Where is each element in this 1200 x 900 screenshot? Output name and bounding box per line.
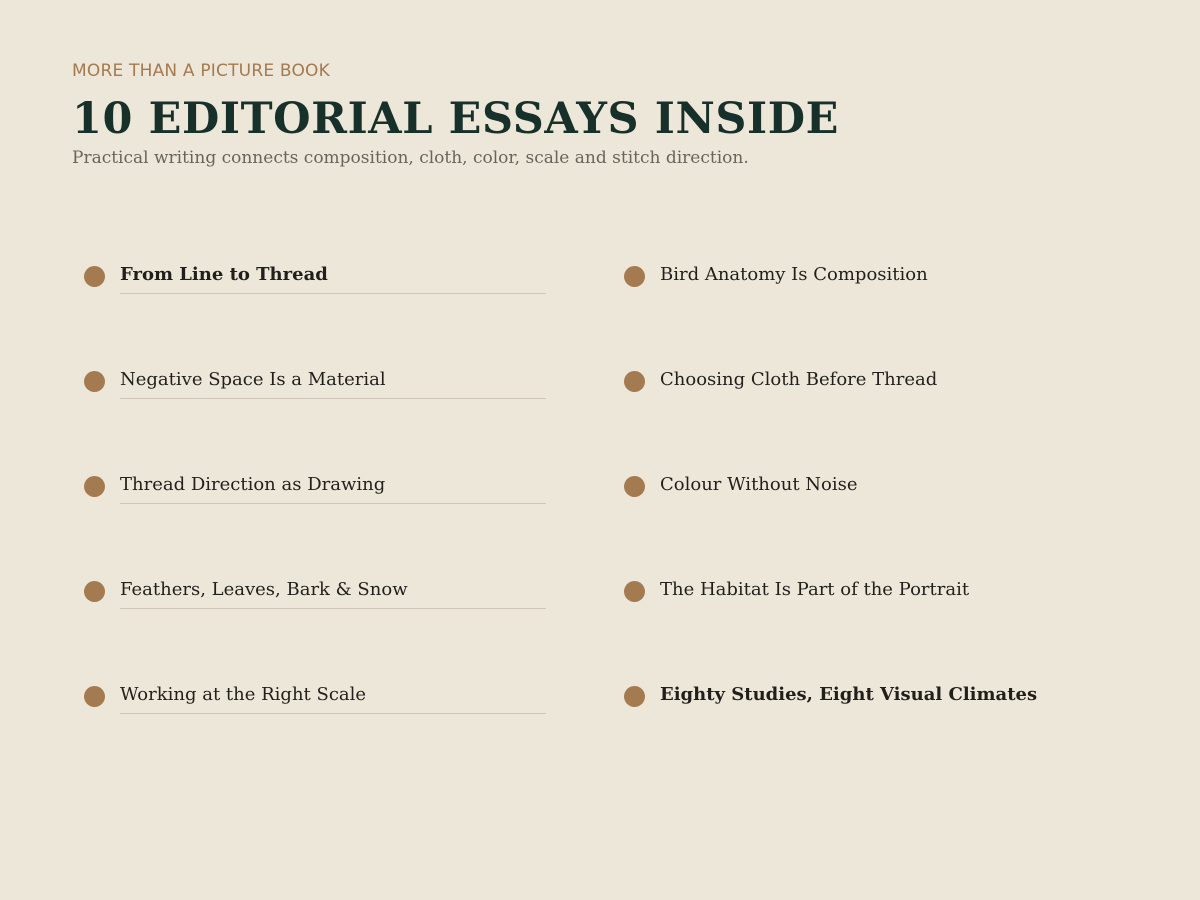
essay-item [84, 566, 524, 606]
essay-title: Bird Anatomy Is Composition [660, 264, 928, 285]
essay-title: Colour Without Noise [660, 474, 858, 495]
divider [120, 608, 546, 609]
page-subtitle: Practical writing connects composition, cloth, color, scale and stitch direction. [72, 148, 749, 168]
essay-item [624, 356, 1064, 396]
essay-title: Choosing Cloth Before Thread [660, 369, 938, 390]
bullet-dot-icon [624, 686, 645, 707]
bullet-dot-icon [624, 581, 645, 602]
bullet-dot-icon [84, 371, 105, 392]
essay-item [624, 671, 1064, 711]
essay-item [624, 461, 1064, 501]
divider [120, 713, 546, 714]
divider [120, 293, 546, 294]
essay-title: Eighty Studies, Eight Visual Climates [660, 684, 1038, 705]
essay-item [624, 566, 1064, 606]
essay-item [84, 671, 524, 711]
essay-item [84, 251, 524, 291]
essay-title: Thread Direction as Drawing [120, 474, 386, 495]
essay-title: From Line to Thread [120, 264, 328, 285]
essay-title: The Habitat Is Part of the Portrait [660, 579, 970, 600]
bullet-dot-icon [624, 476, 645, 497]
essay-item [624, 251, 1064, 291]
divider [120, 398, 546, 399]
essay-item [84, 461, 524, 501]
essay-title: Feathers, Leaves, Bark & Snow [120, 579, 408, 600]
essay-title: Negative Space Is a Material [120, 369, 386, 390]
page-title: 10 EDITORIAL ESSAYS INSIDE [72, 94, 839, 144]
divider [120, 503, 546, 504]
bullet-dot-icon [84, 686, 105, 707]
essay-title: Working at the Right Scale [120, 684, 367, 705]
bullet-dot-icon [624, 371, 645, 392]
bullet-dot-icon [84, 581, 105, 602]
bullet-dot-icon [624, 266, 645, 287]
essay-item [84, 356, 524, 396]
section-kicker: MORE THAN A PICTURE BOOK [72, 61, 330, 81]
bullet-dot-icon [84, 476, 105, 497]
bullet-dot-icon [84, 266, 105, 287]
